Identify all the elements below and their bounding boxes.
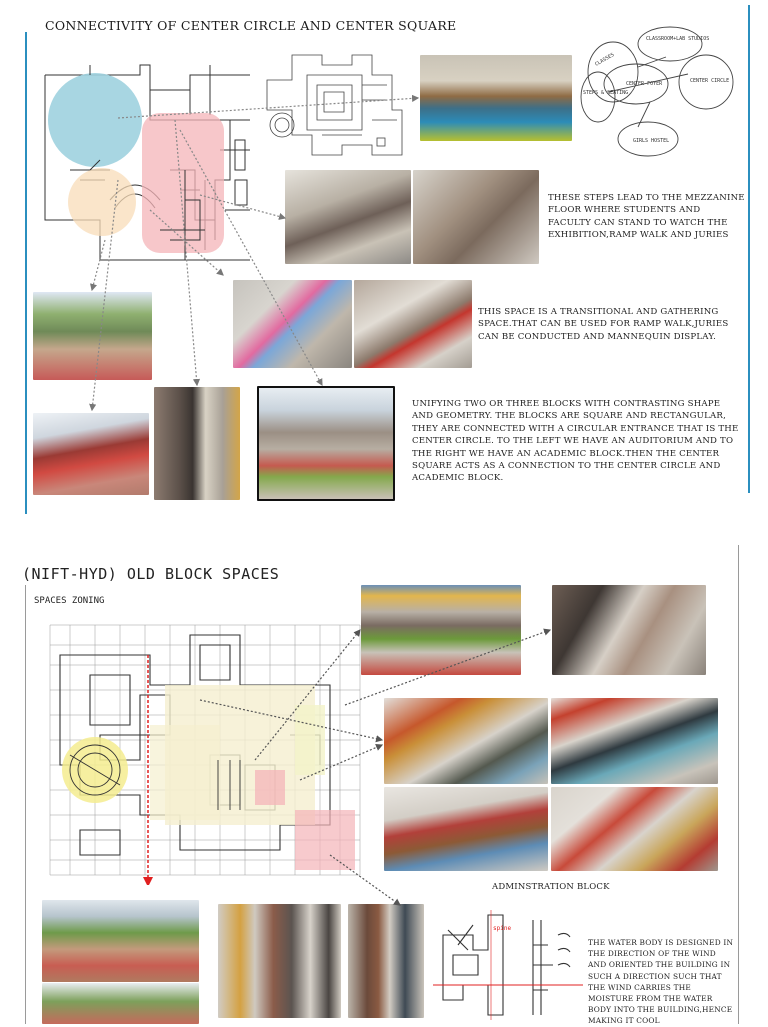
bubble-label-foyer: CENTER FOYER [626, 81, 663, 87]
bubble-label-steps: STEPS & SEATING [583, 90, 629, 96]
water-body-description: THE WATER BODY IS DESIGNED IN THE DIRECTION OF THE WIND AND ORIENTED THE BUILDING IN SUCH A DIRECTION SUCH THAT THE WIND CARRIES THE MOISTURE FROM THE WATER BODY INTO THE BUILDING,HENCE MAKING IT COOL [588, 938, 734, 1026]
unifying-description: UNIFYING TWO OR THREE BLOCKS WITH CONTRASTING SHAPE AND GEOMETRY. THE BLOCKS ARE SQUARE AND RECTANGULAR, THEY ARE CONNECTED WITH A CIRCULAR ENTRANCE THAT IS THE CENTER CIRCLE. TO THE LEFT WE HAVE AN AUDITORIUM AND TO THE RIGHT WE HAVE AN ACADEMIC BLOCK.THEN THE CENTER SQUARE ACTS AS A CONNECTION TO THE CENTER CIRCLE AND ACADEMIC BLOCK. [412, 399, 739, 484]
section2-arrows [0, 540, 768, 1024]
bubble-label-center-circle: CENTER CIRCLE [690, 78, 730, 84]
transitional-description: THIS SPACE IS A TRANSITIONAL AND GATHERING SPACE.THAT CAN BE USED FOR RAMP WALK,JURIES CAN BE CONDUCTED AND MANNEQUIN DISPLAY. [478, 307, 729, 342]
section2-title: (NIFT-HYD) OLD BLOCK SPACES [22, 565, 280, 583]
section1-title: CONNECTIVITY OF CENTER CIRCLE AND CENTER SQUARE [45, 18, 457, 33]
bubble-label-girls-hostel: GIRLS HOSTEL [633, 138, 670, 144]
admin-block-label: ADMINSTRATION BLOCK [492, 882, 610, 892]
bubble-label-classes: CLASSES [594, 51, 616, 68]
section2-subtitle: SPACES ZONING [34, 596, 105, 606]
spine-label: spine [493, 925, 512, 932]
mezzanine-description: THESE STEPS LEAD TO THE MEZZANINE FLOOR WHERE STUDENTS AND FACULTY CAN STAND TO WATCH THE EXHIBITION,RAMP WALK AND JURIES [548, 193, 745, 241]
bubble-label-classroom: CLASSROOM+LAB STUDIOS [646, 36, 710, 42]
